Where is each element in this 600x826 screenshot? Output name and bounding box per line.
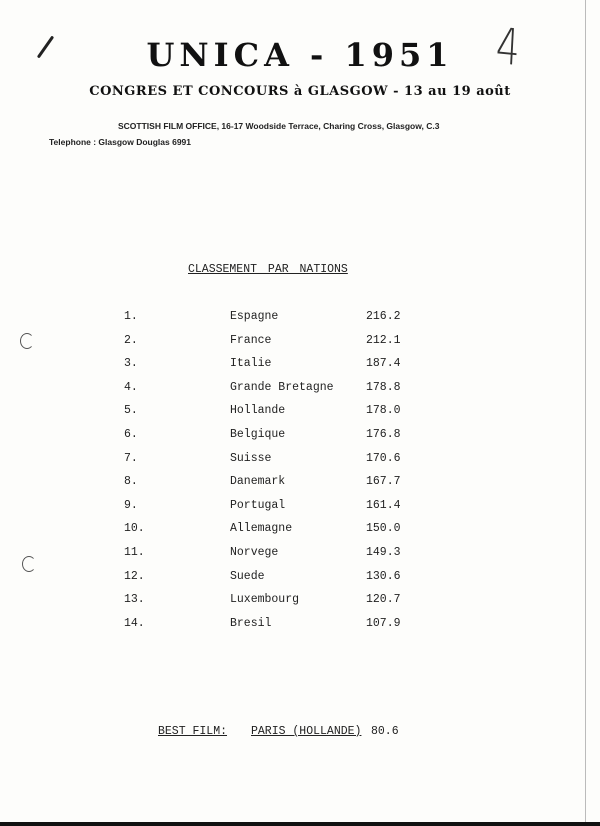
ranking-row — [0, 546, 600, 570]
best-film-title: PARIS (HOLLANDE) — [251, 725, 362, 738]
handwritten-page-number: 4 — [494, 16, 522, 78]
ranking-row — [0, 499, 600, 523]
nation-score: 150.0 — [366, 522, 401, 536]
rank-number: 1. — [124, 310, 138, 323]
rank-number: 10. — [124, 522, 145, 536]
nation-score: 176.8 — [366, 427, 401, 441]
ranking-row — [0, 522, 600, 546]
nation-score: 178.0 — [366, 404, 401, 418]
nation-name: Hollande — [230, 404, 286, 418]
page-bottom-edge — [0, 822, 600, 826]
ranking-row — [0, 570, 600, 594]
event-subtitle: CONGRES ET CONCOURS à GLASGOW - 13 au 19 août — [89, 84, 511, 99]
nation-score: 187.4 — [366, 357, 401, 371]
ranking-row — [0, 617, 600, 641]
nation-name: Espagne — [230, 310, 279, 323]
ranking-row — [0, 381, 600, 405]
nation-name: Belgique — [230, 427, 286, 441]
ranking-row — [0, 593, 600, 617]
ranking-list — [0, 310, 600, 640]
nation-name: Danemark — [230, 475, 286, 489]
rank-number: 11. — [124, 545, 145, 559]
rank-number: 4. — [124, 380, 138, 394]
ranking-row — [0, 428, 600, 452]
ranking-row — [0, 475, 600, 499]
nation-name: Allemagne — [230, 522, 293, 536]
rank-number: 5. — [124, 404, 138, 418]
document-title: UNICA - 1951 — [146, 36, 454, 74]
nation-score: 161.4 — [366, 498, 401, 512]
rank-number: 12. — [124, 569, 145, 583]
nation-name: Norvege — [230, 545, 279, 559]
best-film-label: BEST FILM: — [158, 725, 228, 738]
nation-name: Portugal — [230, 498, 286, 512]
telephone-line: Telephone : Glasgow Douglas 6991 — [49, 137, 192, 147]
nation-name: Bresil — [230, 616, 272, 630]
nation-score: 178.8 — [366, 380, 401, 394]
rank-number: 13. — [124, 593, 145, 607]
nation-name: Luxembourg — [230, 593, 300, 607]
ranking-row — [0, 357, 600, 381]
nation-score: 212.1 — [366, 333, 401, 347]
ranking-row — [0, 452, 600, 476]
punch-hole-mark — [22, 556, 36, 572]
nation-score: 170.6 — [366, 451, 401, 465]
office-address: SCOTTISH FILM OFFICE, 16-17 Woodside Terrace, Charing Cross, Glasgow, C.3 — [118, 121, 440, 131]
page-edge — [585, 0, 586, 826]
nation-score: 107.9 — [366, 616, 401, 630]
nation-name: Italie — [230, 357, 272, 371]
nation-score: 167.7 — [366, 475, 401, 489]
best-film-score: 80.6 — [371, 725, 399, 738]
nation-name: Suede — [230, 569, 265, 583]
rank-number: 6. — [124, 427, 138, 441]
nation-name: France — [230, 333, 272, 347]
rank-number: 3. — [124, 357, 138, 371]
rank-number: 8. — [124, 475, 138, 489]
nation-name: Suisse — [230, 451, 272, 465]
rank-number: 2. — [124, 333, 138, 347]
nation-score: 120.7 — [366, 593, 401, 607]
ranking-row — [0, 310, 600, 334]
nation-score: 216.2 — [366, 310, 401, 323]
ranking-row — [0, 334, 600, 358]
rank-number: 7. — [124, 451, 138, 465]
punch-hole-mark — [20, 333, 34, 349]
rank-number: 14. — [124, 616, 145, 630]
nation-name: Grande Bretagne — [230, 380, 334, 394]
ranking-heading: CLASSEMENT PAR NATIONS — [188, 263, 348, 276]
nation-score: 149.3 — [366, 545, 401, 559]
rank-number: 9. — [124, 498, 138, 512]
ranking-row — [0, 404, 600, 428]
nation-score: 130.6 — [366, 569, 401, 583]
